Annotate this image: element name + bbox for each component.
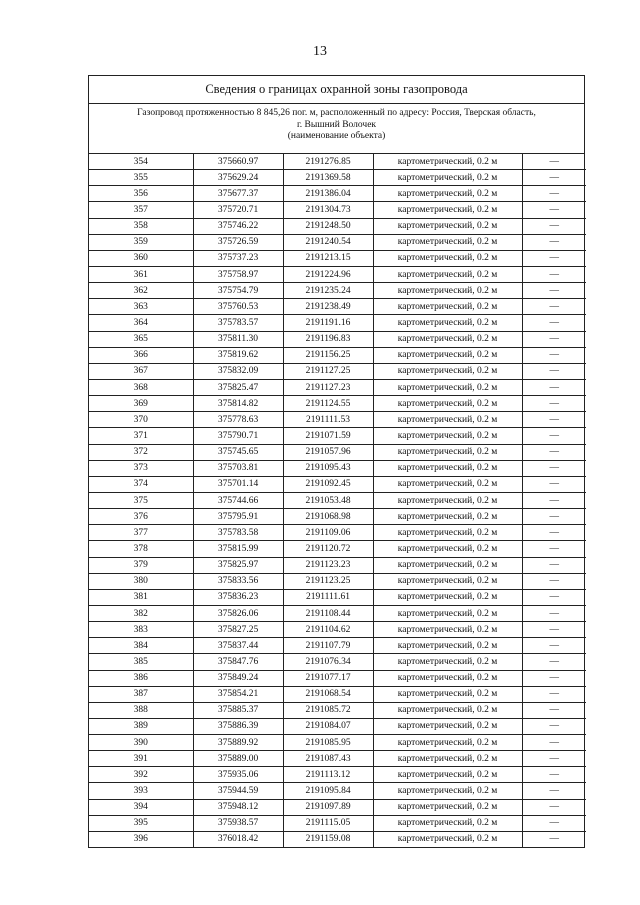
description-cell: — — [522, 622, 586, 638]
y-coordinate-cell: 2191191.16 — [283, 315, 373, 331]
point-number-cell: 369 — [89, 396, 193, 412]
y-coordinate-cell: 2191053.48 — [283, 492, 373, 508]
point-number-cell: 374 — [89, 476, 193, 492]
point-number-cell: 392 — [89, 767, 193, 783]
point-number-cell: 354 — [89, 154, 193, 170]
x-coordinate-cell: 375819.62 — [193, 347, 283, 363]
method-accuracy-cell: картометрический, 0.2 м — [373, 250, 522, 266]
y-coordinate-cell: 2191076.34 — [283, 654, 373, 670]
table-row — [89, 379, 586, 395]
y-coordinate-cell: 2191085.72 — [283, 702, 373, 718]
x-coordinate-cell: 375783.58 — [193, 525, 283, 541]
point-number-cell: 393 — [89, 783, 193, 799]
x-coordinate-cell: 375783.57 — [193, 315, 283, 331]
point-number-cell: 381 — [89, 589, 193, 605]
table-row — [89, 557, 586, 573]
x-coordinate-cell: 375889.00 — [193, 751, 283, 767]
y-coordinate-cell: 2191123.25 — [283, 573, 373, 589]
point-number-cell: 371 — [89, 428, 193, 444]
table-row — [89, 266, 586, 282]
x-coordinate-cell: 375836.23 — [193, 589, 283, 605]
y-coordinate-cell: 2191127.25 — [283, 363, 373, 379]
table-row — [89, 283, 586, 299]
table-row — [89, 202, 586, 218]
table-row — [89, 735, 586, 751]
table-row — [89, 412, 586, 428]
x-coordinate-cell: 375935.06 — [193, 767, 283, 783]
method-accuracy-cell: картометрический, 0.2 м — [373, 218, 522, 234]
y-coordinate-cell: 2191304.73 — [283, 202, 373, 218]
point-number-cell: 384 — [89, 638, 193, 654]
point-number-cell: 390 — [89, 735, 193, 751]
table-row — [89, 315, 586, 331]
x-coordinate-cell: 375811.30 — [193, 331, 283, 347]
description-cell: — — [522, 541, 586, 557]
description-cell: — — [522, 557, 586, 573]
table-row — [89, 638, 586, 654]
x-coordinate-cell: 375629.24 — [193, 170, 283, 186]
description-cell: — — [522, 573, 586, 589]
y-coordinate-cell: 2191120.72 — [283, 541, 373, 557]
method-accuracy-cell: картометрический, 0.2 м — [373, 622, 522, 638]
method-accuracy-cell: картометрический, 0.2 м — [373, 718, 522, 734]
point-number-cell: 373 — [89, 460, 193, 476]
point-number-cell: 360 — [89, 250, 193, 266]
point-number-cell: 362 — [89, 283, 193, 299]
method-accuracy-cell: картометрический, 0.2 м — [373, 266, 522, 282]
table-row — [89, 347, 586, 363]
table-row — [89, 718, 586, 734]
description-cell: — — [522, 589, 586, 605]
y-coordinate-cell: 2191057.96 — [283, 444, 373, 460]
point-number-cell: 391 — [89, 751, 193, 767]
point-number-cell: 376 — [89, 509, 193, 525]
point-number-cell: 395 — [89, 815, 193, 831]
x-coordinate-cell: 375826.06 — [193, 605, 283, 621]
description-cell: — — [522, 315, 586, 331]
y-coordinate-cell: 2191123.23 — [283, 557, 373, 573]
y-coordinate-cell: 2191087.43 — [283, 751, 373, 767]
table-row — [89, 654, 586, 670]
x-coordinate-cell: 375737.23 — [193, 250, 283, 266]
x-coordinate-cell: 375701.14 — [193, 476, 283, 492]
y-coordinate-cell: 2191095.84 — [283, 783, 373, 799]
y-coordinate-cell: 2191111.53 — [283, 412, 373, 428]
x-coordinate-cell: 375832.09 — [193, 363, 283, 379]
method-accuracy-cell: картометрический, 0.2 м — [373, 186, 522, 202]
x-coordinate-cell: 375760.53 — [193, 299, 283, 315]
method-accuracy-cell: картометрический, 0.2 м — [373, 783, 522, 799]
y-coordinate-cell: 2191108.44 — [283, 605, 373, 621]
x-coordinate-cell: 375825.97 — [193, 557, 283, 573]
method-accuracy-cell: картометрический, 0.2 м — [373, 492, 522, 508]
point-number-cell: 386 — [89, 670, 193, 686]
method-accuracy-cell: картометрический, 0.2 м — [373, 299, 522, 315]
y-coordinate-cell: 2191113.12 — [283, 767, 373, 783]
point-number-cell: 361 — [89, 266, 193, 282]
y-coordinate-cell: 2191124.55 — [283, 396, 373, 412]
method-accuracy-cell: картометрический, 0.2 м — [373, 444, 522, 460]
page-number: 13 — [313, 44, 327, 59]
y-coordinate-cell: 2191240.54 — [283, 234, 373, 250]
point-number-cell: 383 — [89, 622, 193, 638]
x-coordinate-cell: 375744.66 — [193, 492, 283, 508]
description-cell: — — [522, 670, 586, 686]
table-row — [89, 234, 586, 250]
description-cell: — — [522, 170, 586, 186]
method-accuracy-cell: картометрический, 0.2 м — [373, 347, 522, 363]
table-row — [89, 767, 586, 783]
x-coordinate-cell: 375746.22 — [193, 218, 283, 234]
table-row — [89, 605, 586, 621]
description-cell: — — [522, 638, 586, 654]
description-cell: — — [522, 379, 586, 395]
y-coordinate-cell: 2191386.04 — [283, 186, 373, 202]
y-coordinate-cell: 2191213.15 — [283, 250, 373, 266]
method-accuracy-cell: картометрический, 0.2 м — [373, 670, 522, 686]
description-cell: — — [522, 686, 586, 702]
method-accuracy-cell: картометрический, 0.2 м — [373, 767, 522, 783]
method-accuracy-cell: картометрический, 0.2 м — [373, 509, 522, 525]
description-cell: — — [522, 266, 586, 282]
point-number-cell: 389 — [89, 718, 193, 734]
point-number-cell: 372 — [89, 444, 193, 460]
x-coordinate-cell: 375849.24 — [193, 670, 283, 686]
description-cell: — — [522, 735, 586, 751]
description-cell: — — [522, 767, 586, 783]
point-number-cell: 370 — [89, 412, 193, 428]
description-cell: — — [522, 460, 586, 476]
description-cell: — — [522, 331, 586, 347]
description-cell: — — [522, 525, 586, 541]
description-cell: — — [522, 444, 586, 460]
y-coordinate-cell: 2191077.17 — [283, 670, 373, 686]
description-line-2: г. Вышний Волочек — [296, 119, 377, 130]
point-number-cell: 364 — [89, 315, 193, 331]
description-cell: — — [522, 509, 586, 525]
point-number-cell: 367 — [89, 363, 193, 379]
point-number-cell: 385 — [89, 654, 193, 670]
x-coordinate-cell: 375825.47 — [193, 379, 283, 395]
table-row — [89, 541, 586, 557]
method-accuracy-cell: картометрический, 0.2 м — [373, 573, 522, 589]
description-line-3: (наименование объекта) — [287, 131, 386, 141]
table-row — [89, 492, 586, 508]
y-coordinate-cell: 2191238.49 — [283, 299, 373, 315]
x-coordinate-cell: 375745.65 — [193, 444, 283, 460]
x-coordinate-cell: 375885.37 — [193, 702, 283, 718]
y-coordinate-cell: 2191071.59 — [283, 428, 373, 444]
table-row — [89, 476, 586, 492]
y-coordinate-cell: 2191104.62 — [283, 622, 373, 638]
y-coordinate-cell: 2191109.06 — [283, 525, 373, 541]
point-number-cell: 355 — [89, 170, 193, 186]
x-coordinate-cell: 375660.97 — [193, 154, 283, 170]
method-accuracy-cell: картометрический, 0.2 м — [373, 638, 522, 654]
x-coordinate-cell: 375815.99 — [193, 541, 283, 557]
description-cell: — — [522, 363, 586, 379]
description-cell: — — [522, 412, 586, 428]
x-coordinate-cell: 375790.71 — [193, 428, 283, 444]
table-row — [89, 428, 586, 444]
point-number-cell: 378 — [89, 541, 193, 557]
table-row — [89, 702, 586, 718]
table-row — [89, 299, 586, 315]
table-row — [89, 509, 586, 525]
table-row — [89, 783, 586, 799]
point-number-cell: 377 — [89, 525, 193, 541]
point-number-cell: 359 — [89, 234, 193, 250]
x-coordinate-cell: 375827.25 — [193, 622, 283, 638]
point-number-cell: 368 — [89, 379, 193, 395]
method-accuracy-cell: картометрический, 0.2 м — [373, 654, 522, 670]
table-row — [89, 686, 586, 702]
table-row — [89, 154, 586, 170]
point-number-cell: 382 — [89, 605, 193, 621]
y-coordinate-cell: 2191085.95 — [283, 735, 373, 751]
table-row — [89, 670, 586, 686]
x-coordinate-cell: 375677.37 — [193, 186, 283, 202]
description-cell: — — [522, 283, 586, 299]
method-accuracy-cell: картометрический, 0.2 м — [373, 460, 522, 476]
method-accuracy-cell: картометрический, 0.2 м — [373, 363, 522, 379]
x-coordinate-cell: 375938.57 — [193, 815, 283, 831]
method-accuracy-cell: картометрический, 0.2 м — [373, 815, 522, 831]
point-number-cell: 387 — [89, 686, 193, 702]
x-coordinate-cell: 375754.79 — [193, 283, 283, 299]
point-number-cell: 366 — [89, 347, 193, 363]
table-row — [89, 218, 586, 234]
method-accuracy-cell: картометрический, 0.2 м — [373, 379, 522, 395]
table-row — [89, 250, 586, 266]
y-coordinate-cell: 2191115.05 — [283, 815, 373, 831]
table-row — [89, 751, 586, 767]
description-cell: — — [522, 428, 586, 444]
point-number-cell: 358 — [89, 218, 193, 234]
point-number-cell: 380 — [89, 573, 193, 589]
method-accuracy-cell: картометрический, 0.2 м — [373, 476, 522, 492]
y-coordinate-cell: 2191111.61 — [283, 589, 373, 605]
description-cell: — — [522, 605, 586, 621]
x-coordinate-cell: 375726.59 — [193, 234, 283, 250]
method-accuracy-cell: картометрический, 0.2 м — [373, 735, 522, 751]
method-accuracy-cell: картометрический, 0.2 м — [373, 412, 522, 428]
y-coordinate-cell: 2191235.24 — [283, 283, 373, 299]
x-coordinate-cell: 375720.71 — [193, 202, 283, 218]
x-coordinate-cell: 375889.92 — [193, 735, 283, 751]
method-accuracy-cell: картометрический, 0.2 м — [373, 557, 522, 573]
description-cell: — — [522, 718, 586, 734]
method-accuracy-cell: картометрический, 0.2 м — [373, 751, 522, 767]
y-coordinate-cell: 2191068.98 — [283, 509, 373, 525]
description-cell: — — [522, 492, 586, 508]
table-row — [89, 363, 586, 379]
table-row — [89, 460, 586, 476]
table-row — [89, 170, 586, 186]
description-cell: — — [522, 476, 586, 492]
method-accuracy-cell: картометрический, 0.2 м — [373, 525, 522, 541]
table-row — [89, 815, 586, 831]
y-coordinate-cell: 2191095.43 — [283, 460, 373, 476]
description-cell: — — [522, 234, 586, 250]
y-coordinate-cell: 2191369.58 — [283, 170, 373, 186]
x-coordinate-cell: 375833.56 — [193, 573, 283, 589]
description-cell: — — [522, 799, 586, 815]
table-row — [89, 589, 586, 605]
point-number-cell: 394 — [89, 799, 193, 815]
y-coordinate-cell: 2191248.50 — [283, 218, 373, 234]
description-cell: — — [522, 218, 586, 234]
point-number-cell: 356 — [89, 186, 193, 202]
x-coordinate-cell: 375886.39 — [193, 718, 283, 734]
method-accuracy-cell: картометрический, 0.2 м — [373, 331, 522, 347]
description-cell: — — [522, 347, 586, 363]
description-cell: — — [522, 396, 586, 412]
method-accuracy-cell: картометрический, 0.2 м — [373, 234, 522, 250]
y-coordinate-cell: 2191196.83 — [283, 331, 373, 347]
x-coordinate-cell: 375795.91 — [193, 509, 283, 525]
method-accuracy-cell: картометрический, 0.2 м — [373, 202, 522, 218]
method-accuracy-cell: картометрический, 0.2 м — [373, 589, 522, 605]
table-row — [89, 444, 586, 460]
description-cell: — — [522, 654, 586, 670]
table-row — [89, 622, 586, 638]
table-row — [89, 799, 586, 815]
table-row — [89, 573, 586, 589]
y-coordinate-cell: 2191156.25 — [283, 347, 373, 363]
table-title: Сведения о границах охранной зоны газопровода — [89, 76, 584, 104]
method-accuracy-cell: картометрический, 0.2 м — [373, 396, 522, 412]
description-cell: — — [522, 831, 586, 847]
table-row — [89, 831, 586, 847]
boundary-table-sheet — [88, 75, 585, 848]
y-coordinate-cell: 2191097.89 — [283, 799, 373, 815]
x-coordinate-cell: 375837.44 — [193, 638, 283, 654]
table-row — [89, 396, 586, 412]
table-row — [89, 186, 586, 202]
point-number-cell: 357 — [89, 202, 193, 218]
y-coordinate-cell: 2191084.07 — [283, 718, 373, 734]
description-cell: — — [522, 299, 586, 315]
point-number-cell: 396 — [89, 831, 193, 847]
method-accuracy-cell: картометрический, 0.2 м — [373, 831, 522, 847]
x-coordinate-cell: 375847.76 — [193, 654, 283, 670]
point-number-cell: 365 — [89, 331, 193, 347]
method-accuracy-cell: картометрический, 0.2 м — [373, 799, 522, 815]
table-row — [89, 525, 586, 541]
method-accuracy-cell: картометрический, 0.2 м — [373, 605, 522, 621]
description-cell: — — [522, 815, 586, 831]
description-cell: — — [522, 250, 586, 266]
description-cell: — — [522, 751, 586, 767]
x-coordinate-cell: 375854.21 — [193, 686, 283, 702]
x-coordinate-cell: 375948.12 — [193, 799, 283, 815]
method-accuracy-cell: картометрический, 0.2 м — [373, 686, 522, 702]
method-accuracy-cell: картометрический, 0.2 м — [373, 315, 522, 331]
y-coordinate-cell: 2191159.08 — [283, 831, 373, 847]
coordinates-table — [89, 154, 586, 847]
description-cell: — — [522, 783, 586, 799]
description-cell: — — [522, 702, 586, 718]
description-cell: — — [522, 186, 586, 202]
y-coordinate-cell: 2191107.79 — [283, 638, 373, 654]
description-cell: — — [522, 154, 586, 170]
x-coordinate-cell: 375758.97 — [193, 266, 283, 282]
y-coordinate-cell: 2191068.54 — [283, 686, 373, 702]
method-accuracy-cell: картометрический, 0.2 м — [373, 428, 522, 444]
method-accuracy-cell: картометрический, 0.2 м — [373, 541, 522, 557]
y-coordinate-cell: 2191092.45 — [283, 476, 373, 492]
x-coordinate-cell: 375703.81 — [193, 460, 283, 476]
x-coordinate-cell: 375814.82 — [193, 396, 283, 412]
x-coordinate-cell: 375944.59 — [193, 783, 283, 799]
method-accuracy-cell: картометрический, 0.2 м — [373, 702, 522, 718]
coordinates-table-body — [89, 154, 586, 847]
x-coordinate-cell: 375778.63 — [193, 412, 283, 428]
point-number-cell: 363 — [89, 299, 193, 315]
y-coordinate-cell: 2191224.96 — [283, 266, 373, 282]
method-accuracy-cell: картометрический, 0.2 м — [373, 283, 522, 299]
point-number-cell: 379 — [89, 557, 193, 573]
description-cell: — — [522, 202, 586, 218]
point-number-cell: 375 — [89, 492, 193, 508]
method-accuracy-cell: картометрический, 0.2 м — [373, 154, 522, 170]
y-coordinate-cell: 2191276.85 — [283, 154, 373, 170]
method-accuracy-cell: картометрический, 0.2 м — [373, 170, 522, 186]
point-number-cell: 388 — [89, 702, 193, 718]
description-line-1: Газопровод протяженностью 8 845,26 пог. м, расположенный по адресу: Россия, Тверская область, — [137, 108, 536, 118]
x-coordinate-cell: 376018.42 — [193, 831, 283, 847]
object-description — [89, 104, 584, 154]
y-coordinate-cell: 2191127.23 — [283, 379, 373, 395]
table-row — [89, 331, 586, 347]
